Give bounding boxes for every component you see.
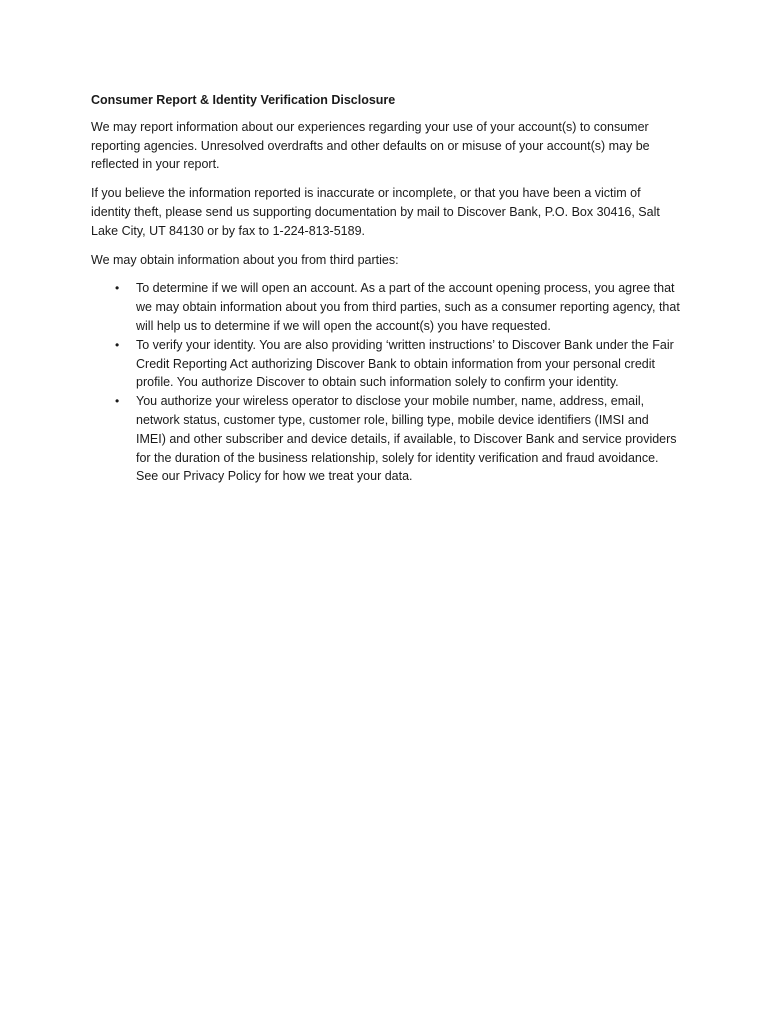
bullet-text: You authorize your wireless operator to disclose your mobile number, name, address, email, network status, customer type, customer role, billing type, mobile device identifiers (IMSI and IMEI) and other subscriber and device details, if available, to Discover Bank and service providers for the duration of the business relationship, solely for identity verification and fraud avoidance. See our Privacy Policy for how we treat your data. — [136, 394, 677, 484]
bullet-text: To determine if we will open an account. As a part of the account opening process, you agree that we may obtain information about you from third parties, such as a consumer reporting agency, that will help us to determine if we will open the account(s) you have requested. — [136, 281, 680, 333]
paragraph-disputes: If you believe the information reported is inaccurate or incomplete, or that you have been a victim of identity theft, please send us supporting documentation by mail to Discover Bank, P.O. Box 30416, Salt Lake City, UT 84130 or by fax to 1-224-813-5189. — [91, 186, 660, 238]
bullet-dot-icon: • — [115, 281, 120, 296]
bullet-dot-icon: • — [115, 337, 120, 352]
bullet-item-wireless-operator — [91, 392, 681, 486]
bullet-dot-icon: • — [115, 394, 120, 409]
paragraph-third-parties: We may obtain information about you from third parties: — [91, 252, 399, 267]
bullet-item-account-opening — [91, 279, 681, 335]
document-page — [91, 91, 681, 486]
paragraph-reporting: We may report information about our experiences regarding your use of your account(s) to consumer reporting agencies. Unresolved overdrafts and other defaults on or misuse of your account(s) may be reflected in your report. — [91, 119, 650, 172]
bullet-list — [91, 279, 681, 486]
bullet-item-identity-verification — [91, 336, 681, 392]
bullet-text: To verify your identity. You are also providing ‘written instructions’ to Discover Bank under the Fair Credit Reporting Act authorizing Discover Bank to obtain information from your personal credit profile. You authorize Discover to obtain such information solely to confirm your identity. — [136, 337, 674, 390]
document-heading: Consumer Report & Identity Verification Disclosure — [91, 93, 396, 107]
